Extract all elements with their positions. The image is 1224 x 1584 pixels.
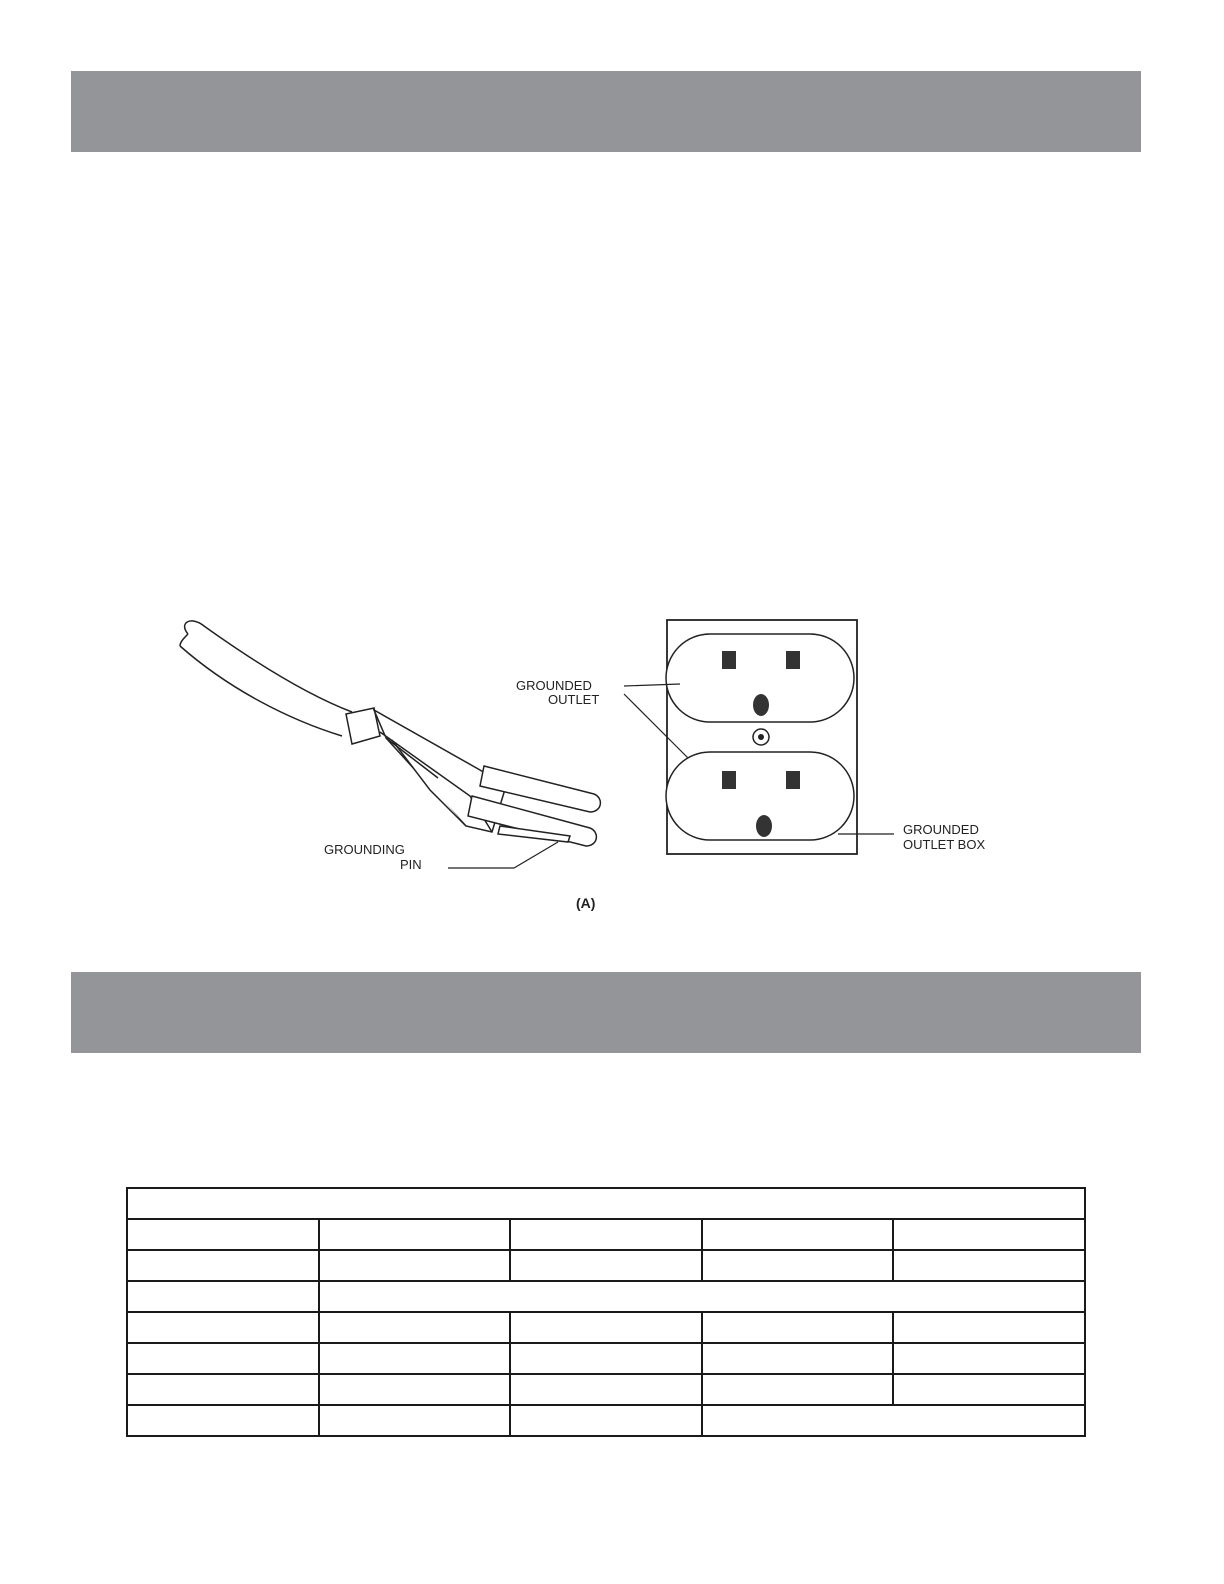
table-cell <box>893 1219 1085 1250</box>
table-cell <box>127 1281 319 1312</box>
power-cord <box>180 621 352 736</box>
table-row <box>127 1250 1085 1281</box>
grounded-outlet-box-label-line1: GROUNDED <box>903 822 979 837</box>
table-cell <box>319 1250 511 1281</box>
grounded-outlet-label-line2: OUTLET <box>548 692 600 707</box>
table-cell <box>702 1219 894 1250</box>
table-cell <box>702 1405 1085 1436</box>
table-cell <box>127 1405 319 1436</box>
figure-caption: (A) <box>576 895 596 911</box>
table-cell <box>319 1219 511 1250</box>
grounding-pin-label-line1: GROUNDING <box>324 842 405 857</box>
table-title-row <box>127 1188 1085 1219</box>
section-header-bar <box>71 972 1141 1053</box>
table-cell <box>319 1405 511 1436</box>
outlet-plate <box>666 620 857 854</box>
grounded-outlet-label-line1: GROUNDED <box>516 678 592 693</box>
table-cell <box>127 1374 319 1405</box>
table-cell <box>510 1374 702 1405</box>
plug-and-outlet-illustration <box>170 600 1050 930</box>
grounded-outlet-box-label-line2: OUTLET BOX <box>903 837 986 852</box>
table-row <box>127 1281 1085 1312</box>
section-header-bar <box>71 71 1141 152</box>
table-cell <box>510 1250 702 1281</box>
table-row <box>127 1405 1085 1436</box>
table-cell <box>510 1219 702 1250</box>
grounding-pin-label-line2: PIN <box>400 857 422 872</box>
table-cell <box>510 1405 702 1436</box>
table-cell <box>319 1281 1085 1312</box>
table-cell <box>319 1343 511 1374</box>
grounding-figure <box>170 600 1050 930</box>
table-row <box>127 1374 1085 1405</box>
table-cell <box>319 1374 511 1405</box>
table-cell <box>510 1312 702 1343</box>
table-cell <box>702 1250 894 1281</box>
plug-prongs <box>468 766 600 846</box>
table-title-cell <box>127 1188 1085 1219</box>
table-row <box>127 1312 1085 1343</box>
specification-table <box>126 1187 1086 1437</box>
table-cell <box>127 1219 319 1250</box>
table-cell <box>127 1250 319 1281</box>
table-cell <box>893 1374 1085 1405</box>
table-cell <box>893 1343 1085 1374</box>
table-row <box>127 1343 1085 1374</box>
table-cell <box>319 1312 511 1343</box>
table-cell <box>702 1343 894 1374</box>
table-cell <box>893 1312 1085 1343</box>
table-cell <box>702 1374 894 1405</box>
table-cell <box>127 1343 319 1374</box>
grounding-pin-leader <box>448 842 558 868</box>
table-cell <box>893 1250 1085 1281</box>
table-cell <box>127 1312 319 1343</box>
table-row <box>127 1219 1085 1250</box>
table-cell <box>510 1343 702 1374</box>
table-cell <box>702 1312 894 1343</box>
